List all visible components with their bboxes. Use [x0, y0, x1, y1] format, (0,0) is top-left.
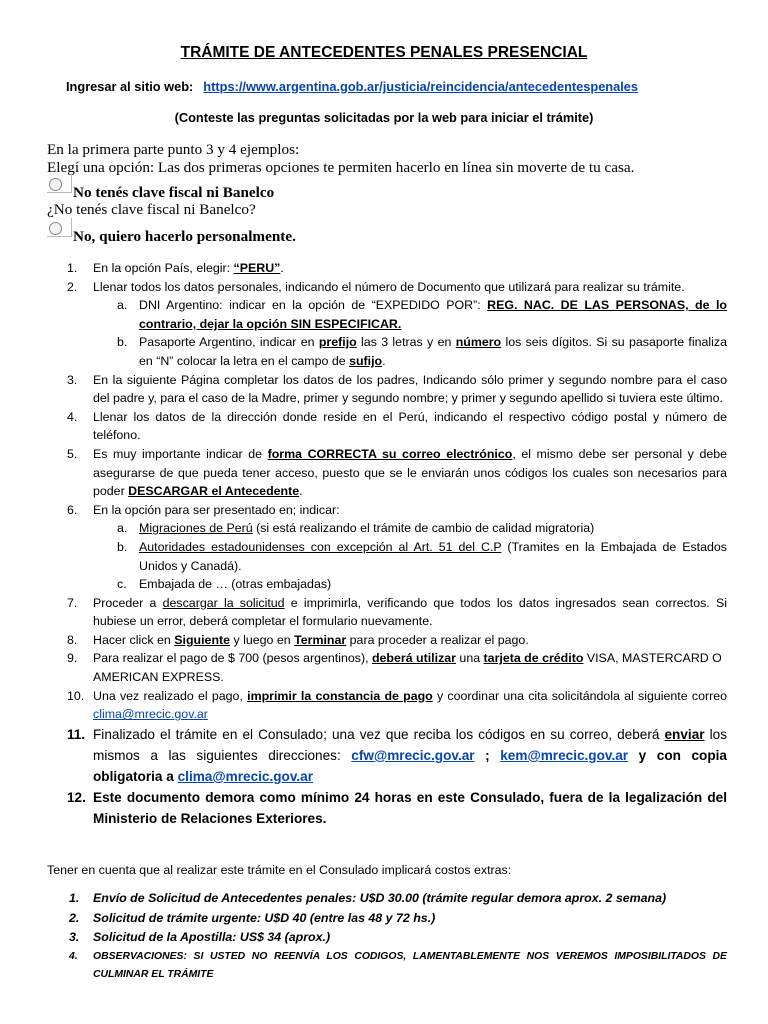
cost-number: 3. — [69, 930, 80, 944]
step-emphasis: Autoridades estadounidenses con excepción al Art. 51 del C.P — [139, 539, 502, 554]
step-number: 3. — [67, 372, 78, 387]
email-link[interactable]: kem@mrecic.gov.ar — [500, 747, 629, 763]
step-text: Proceder a — [93, 595, 163, 610]
cost-item — [47, 889, 727, 909]
cost-item — [47, 909, 727, 929]
step-5 — [47, 445, 727, 501]
step-number: 5. — [67, 446, 78, 461]
step-text: ; — [474, 747, 501, 763]
radio-icon[interactable] — [49, 178, 62, 191]
step-text: Pasaporte Argentino, indicar en — [139, 335, 319, 350]
step-emphasis: DESCARGAR el Antecedente — [128, 484, 300, 499]
step-7 — [47, 594, 727, 631]
step-text: las 3 letras y en — [356, 335, 456, 350]
step-text: Llenar los datos de la dirección donde reside en el Perú, indicando el respectivo código postal y número de teléfono. — [93, 409, 727, 443]
step-2a — [93, 296, 727, 333]
step-text: En la opción País, elegir: — [93, 261, 234, 275]
step-number: 6. — [67, 502, 78, 517]
cost-item — [47, 928, 727, 948]
step-text: Llenar todos los datos personales, indicando el número de Documento que utilizará para realizar su trámite. — [93, 279, 685, 294]
cost-text: OBSERVACIONES: SI USTED NO REENVÍA LOS CODIGOS, LAMENTABLEMENTE NOS VEREMOS IMPOSIBILITADOS DE CULMINAR EL TRÁMITE — [93, 950, 727, 980]
step-text: En la opción para ser presentado en; indicar: — [93, 502, 340, 517]
option-question: ¿No tenés clave fiscal ni Banelco? — [47, 201, 256, 218]
email-link[interactable]: clima@mrecic.gov.ar — [93, 707, 208, 722]
step-text: los mismos a las siguientes direcciones: — [93, 726, 728, 763]
option-label: No tenés clave fiscal ni Banelco — [73, 184, 275, 201]
cost-text: Solicitud de la Apostilla: US$ 34 (aprox.) — [93, 930, 331, 944]
cost-text: Envío de Solicitud de Antecedentes penales: U$D 30.00 (trámite regular demora aprox. 2 semana) — [93, 891, 667, 905]
step-text: e imprimirla, verificando que todos los datos ingresados sean correctos. Si hubiese un error, deberá completar el formulario nuevamente. — [93, 595, 727, 629]
website-link[interactable]: https://www.argentina.gob.ar/justicia/reincidencia/antecedentespenales — [203, 79, 639, 94]
step-text: (Tramites en la Embajada de Estados Unidos y Canadá). — [139, 539, 727, 573]
step-2b — [93, 333, 727, 370]
step-3 — [47, 371, 727, 408]
intro-line-2: Elegí una opción: Las dos primeras opciones te permiten hacerlo en línea sin moverte de tu casa. — [47, 159, 635, 176]
cost-text: Solicitud de trámite urgente: U$D 40 (entre las 48 y 72 hs.) — [93, 910, 436, 925]
step-text: Una vez realizado el pago, — [93, 688, 248, 703]
step-6-substeps — [93, 519, 727, 593]
step-11 — [47, 724, 727, 787]
email-link[interactable]: cfw@mrecic.gov.ar — [351, 747, 475, 763]
step-1 — [47, 259, 727, 278]
step-12 — [47, 787, 727, 829]
step-text: y coordinar una cita solicitándola al siguiente correo — [432, 688, 727, 703]
step-text: DNI Argentino: indicar en la opción de “EXPEDIDO POR”: — [139, 298, 488, 313]
intro-line-1: En la primera parte punto 3 y 4 ejemplos: — [47, 141, 300, 158]
step-text: (si está realizando el trámite de cambio de calidad migratoria) — [252, 521, 595, 536]
step-text: y luego en — [230, 632, 295, 647]
website-label: Ingresar al sitio web: — [66, 79, 194, 94]
step-emphasis: deberá utilizar — [371, 651, 456, 666]
step-text: . — [299, 484, 303, 499]
step-text: , el mismo debe ser personal y debe asegurarse de que pueda tener acceso, puesto que se le enviarán unos códigos los cuales son necesarios para poder — [93, 446, 728, 499]
step-emphasis: Siguiente — [174, 632, 231, 647]
step-text: Es muy importante indicar de — [93, 446, 268, 461]
page-title: TRÁMITE DE ANTECEDENTES PENALES PRESENCIAL — [180, 44, 588, 61]
step-text: Hacer click en — [93, 632, 175, 647]
step-number: 10. — [67, 688, 85, 703]
step-emphasis: forma CORRECTA su correo electrónico — [267, 446, 513, 461]
step-emphasis: sufijo — [349, 353, 383, 368]
step-text: . — [382, 353, 386, 368]
step-emphasis: Terminar — [294, 632, 347, 647]
step-6c — [93, 575, 727, 594]
step-emphasis: “PERU” — [233, 261, 281, 275]
email-link[interactable]: clima@mrecic.gov.ar — [177, 768, 314, 784]
cost-number: 4. — [69, 950, 78, 962]
step-number: c. — [117, 577, 127, 592]
step-2 — [47, 278, 727, 371]
step-number: 8. — [67, 632, 78, 647]
step-text: para proceder a realizar el pago. — [346, 632, 529, 647]
step-text: Finalizado el trámite en el Consulado; una vez que reciba los códigos en su correo, deberá — [93, 726, 665, 742]
costs-list — [47, 889, 727, 984]
step-2-substeps — [93, 296, 727, 370]
step-4 — [47, 408, 727, 445]
step-6 — [47, 501, 727, 594]
step-number: 11. — [67, 726, 86, 742]
step-emphasis: tarjeta de crédito — [483, 651, 584, 666]
step-text: VISA, MASTERCARD O AMERICAN EXPRESS. — [93, 651, 722, 685]
radio-icon[interactable] — [49, 222, 62, 235]
step-8 — [47, 631, 727, 650]
step-text: los seis dígitos. Si su pasaporte finaliza en “N” colocar la letra en el campo de — [139, 335, 727, 368]
step-emphasis: enviar — [664, 726, 705, 742]
step-text: En la siguiente Página completar los datos de los padres, Indicando sólo primer y segundo nombre para el caso del padre y, para el caso de la Madre, primer y segundo nombre; y primer y segundo apellido si tuviera este último. — [93, 372, 727, 406]
step-number: a. — [117, 298, 128, 313]
step-6a — [93, 519, 727, 538]
step-text: y con copia obligatoria a — [93, 747, 727, 784]
step-text: una — [455, 651, 484, 666]
website-line — [66, 79, 638, 94]
step-text: Para realizar el pago de $ 700 (pesos argentinos), — [93, 651, 372, 666]
step-emphasis: Migraciones de Perú — [139, 521, 253, 536]
step-6b — [93, 538, 727, 575]
steps-list — [47, 259, 727, 829]
step-number: 4. — [67, 409, 78, 424]
step-number: b. — [117, 335, 128, 350]
step-number: 2. — [67, 279, 78, 294]
step-emphasis: descargar la solicitud — [162, 595, 285, 610]
step-text: Embajada de … (otras embajadas) — [139, 577, 332, 592]
step-number: b. — [117, 539, 128, 554]
option-label: No, quiero hacerlo personalmente. — [73, 228, 296, 245]
step-emphasis: número — [455, 335, 502, 350]
step-number: 9. — [67, 651, 78, 666]
cost-number: 2. — [69, 910, 80, 925]
costs-note: Tener en cuenta que al realizar este trámite en el Consulado implicará costos extras: — [47, 863, 512, 877]
step-text: . — [280, 261, 284, 275]
step-number: 7. — [67, 595, 78, 610]
step-emphasis: prefijo — [318, 335, 357, 350]
step-number: a. — [117, 521, 128, 536]
step-emphasis: imprimir la constancia de pago — [247, 688, 433, 703]
step-10 — [47, 687, 727, 724]
cost-item — [47, 948, 727, 984]
step-9 — [47, 649, 727, 686]
step-emphasis: REG. NAC. DE LAS PERSONAS, de lo contrario, dejar la opción SIN ESPECIFICAR. — [139, 298, 727, 331]
instruction-note: (Conteste las preguntas solicitadas por la web para iniciar el trámite) — [174, 110, 594, 125]
cost-number: 1. — [69, 891, 80, 905]
step-number: 1. — [67, 261, 78, 275]
step-text: Este documento demora como mínimo 24 horas en este Consulado, fuera de la legalización del Ministerio de Relaciones Exteriores. — [93, 789, 727, 826]
step-number: 12. — [67, 789, 86, 805]
